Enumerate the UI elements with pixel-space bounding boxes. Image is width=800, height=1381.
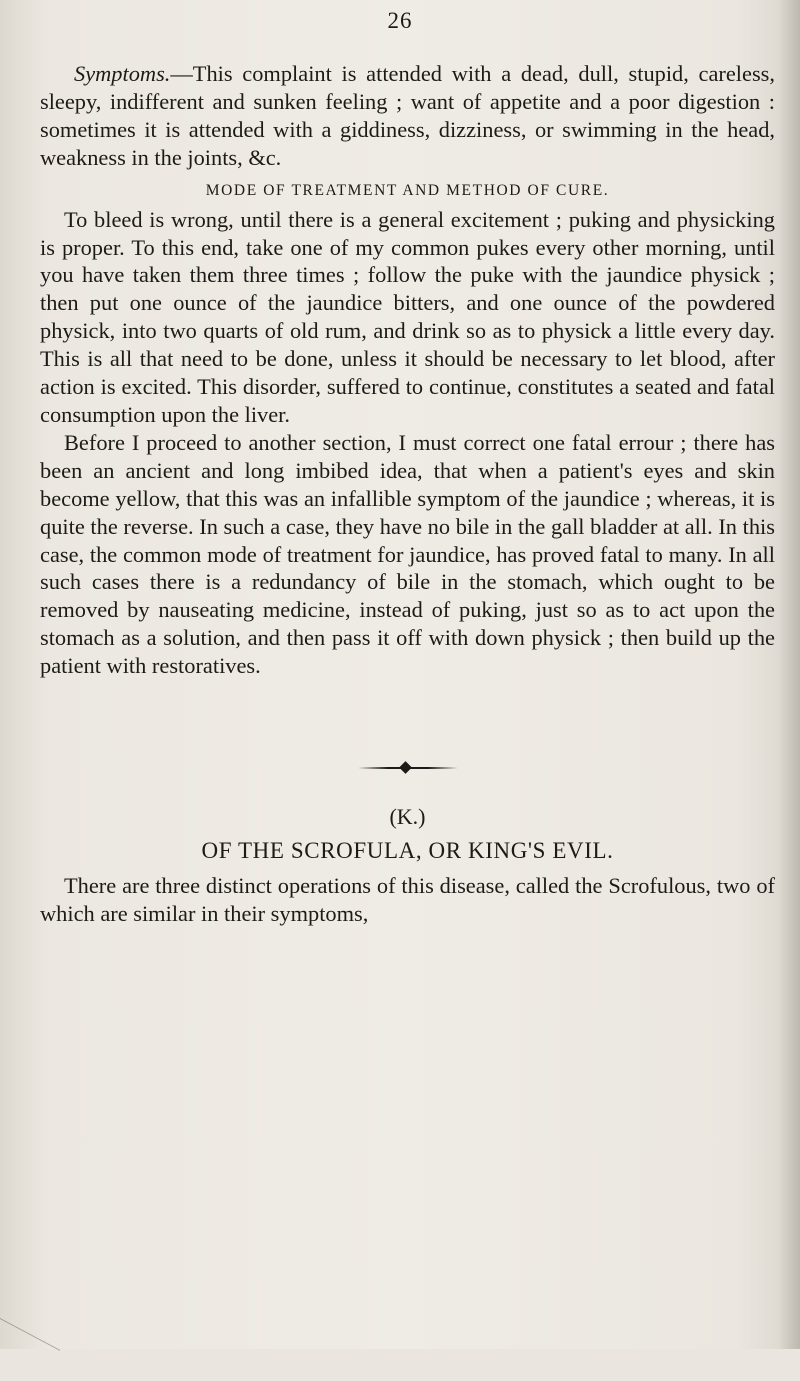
diamond-ornament-icon [399, 761, 412, 774]
symptoms-text: —This complaint is attended with a dead, dull, stupid, careless, sleepy, indifferent and sunken feeling ; want of appetite and a poor digestion : sometimes it is attended with a giddiness, dizziness, or swimming in the head, weakness in the joints, &c. [40, 61, 775, 170]
page-number: 26 [387, 8, 413, 33]
page-edge-shadow [778, 0, 800, 1349]
section-divider-ornament [353, 760, 463, 776]
page-body [40, 60, 775, 928]
treatment-heading: MODE OF TREATMENT AND METHOD OF CURE. [205, 181, 610, 199]
symptoms-paragraph [40, 60, 775, 172]
error-paragraph: Before I proceed to another section, I must correct one fatal errour ; there has been an ancient and long imbibed idea, that when a patient's eyes and skin become yellow, that this was an infallible symptom of the jaundice ; whereas, it is quite the reverse. In such a case, they have no bile in the gall bladder at all. In this case, the common mode of treatment for jaundice, has proved fatal to many. In all such cases there is a redundancy of bile in the stomach, which ought to be removed by nauseating medicine, instead of puking, just so as to act upon the stomach as a solution, and then pass it off with down physick ; then build up the patient with restoratives. [40, 429, 775, 679]
symptoms-label: Symptoms. [74, 61, 171, 86]
section-title: OF THE SCROFULA, OR KING'S EVIL. [201, 838, 614, 864]
section-intro-paragraph: There are three distinct operations of this disease, called the Scrofulous, two of which are similar in their symptoms, [40, 873, 775, 926]
page-corner-fold [0, 1318, 60, 1381]
treatment-paragraph: To bleed is wrong, until there is a general excitement ; puking and physicking is proper. To this end, take one of my common pukes every other morning, until you have taken them three times ; follow the puke with the jaundice physick ; then put one ounce of the jaundice bitters, and one ounce of the powdered physick, into two quarts of old rum, and drink so as to physick a little every day. This is all that need to be done, unless it should be necessary to let blood, after action is excited. This disorder, suffered to continue, constitutes a seated and fatal consumption upon the liver. [40, 206, 775, 427]
section-marker: (K.) [389, 804, 426, 830]
